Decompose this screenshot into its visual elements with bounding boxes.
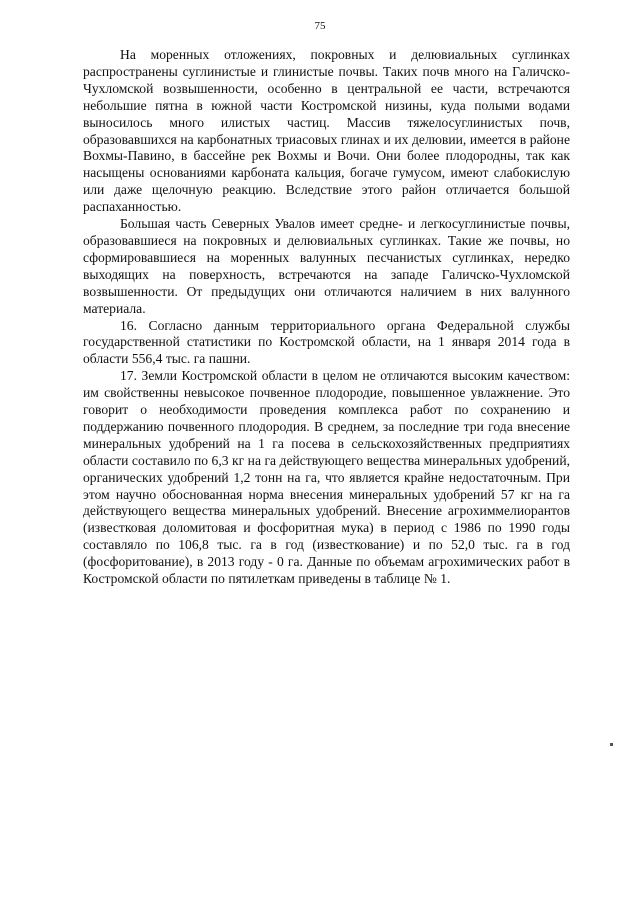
paragraph-2: Большая часть Северных Увалов имеет средне- и легкосуглинистые почвы, образовавшиеся на покровных и делювиальных суглинках. Такие же почвы, но сформировавшиеся на моренных валунных песчанистых суглинках, нередко выходящих на поверхность, встречаются на западе Галичско-Чухломской возвышенности. От предыдущих они отличаются наличием в них валунного материала. <box>83 216 570 316</box>
scan-dot <box>610 743 613 746</box>
paragraph-3: 16. Согласно данным территориального органа Федеральной службы государственной статистики по Костромской области, на 1 января 2014 года в области 556,4 тыс. га пашни. <box>83 317 570 367</box>
paragraph-4: 17. Земли Костромской области в целом не отличаются высоким качеством: им свойственны невысокое почвенное плодородие, повышенное увлажнение. Это говорит о необходимости проведения комплекса работ по сохранению и поддержанию почвенного плодородия. В среднем, за последние три года внесение минеральных удобрений на 1 га посева в сельскохозяйственных предприятиях области составило по 6,3 кг на га действующего вещества минеральных удобрений, органических удобрений 1,2 тонн на га, что является крайне недостаточным. При этом научно обоснованная норма внесения минеральных удобрений 57 кг на га действующего вещества минеральных удобрений. Внесение агрохиммелиорантов (известковая доломитовая и фосфоритная мука) в период с 1986 по 1990 годы составляло по 106,8 тыс. га в год (известкование) и по 52,0 тыс. га в год (фосфоритование), в 2013 году - 0 га. Данные по объемам агрохимических работ в Костромской области по пятилеткам приведены в таблице № 1. <box>83 368 570 587</box>
body-text <box>83 47 570 588</box>
paragraph-1: На моренных отложениях, покровных и делювиальных суглинках распространены суглинистые и глинистые почвы. Таких почв много на Галичско-Чухломской возвышенности, особенно в центральной ее части, встречаются небольшие пятна в южной части Костромской низины, куда полыми водами выносилось много илистых частиц. Массив тяжелосуглинистых почв, образовавшихся на карбонатных триасовых глинах и их делювии, имеется в районе Вохмы-Павино, в бассейне рек Вохмы и Вочи. Они более плодородны, так как насыщены основаниями карбоната кальция, богаче гумусом, имеют слабокислую или даже щелочную реакцию. Вследствие этого район отличается большой распаханностью. <box>83 47 570 215</box>
page-number: 75 <box>314 20 326 32</box>
